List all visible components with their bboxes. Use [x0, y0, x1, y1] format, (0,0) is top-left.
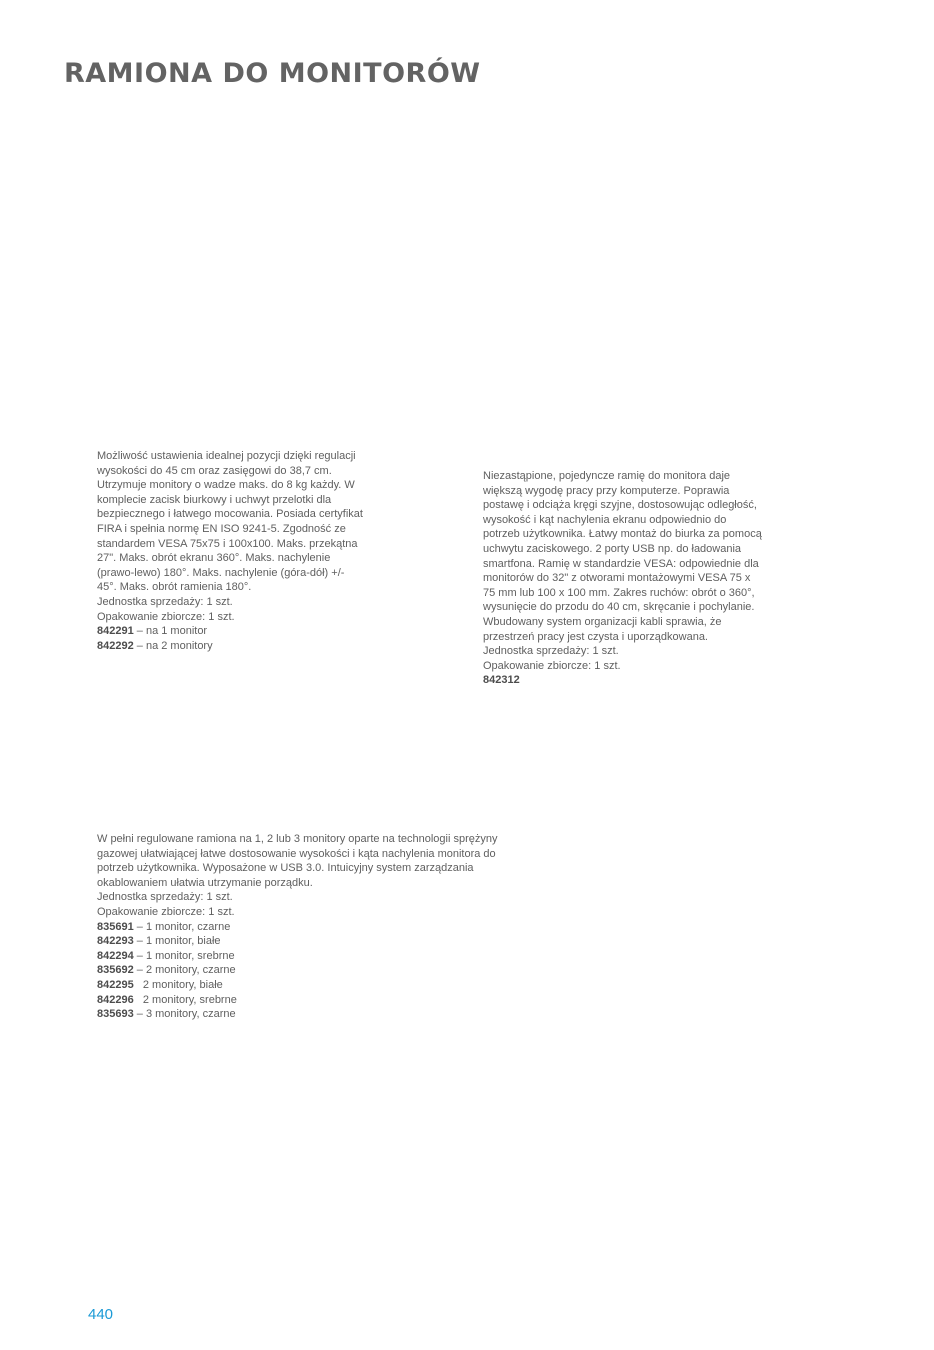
product-variant: – 2 monitory, czarne	[133, 964, 236, 977]
product-code: 842293	[97, 935, 134, 948]
product-variant: 2 monitory, srebrne	[133, 993, 237, 1006]
product-code: 842292	[97, 639, 134, 652]
product-variant: – 1 monitor, srebrne	[133, 949, 235, 962]
product-code-line	[97, 949, 522, 964]
product-variant: – na 1 monitor	[133, 625, 208, 638]
product-code: 835693	[97, 1008, 134, 1021]
product-code: 842295	[97, 978, 134, 991]
product-block-single-double-arm	[97, 449, 367, 653]
product-code: 842291	[97, 625, 134, 638]
product-code-line	[97, 963, 522, 978]
product-code: 835692	[97, 964, 134, 977]
unit-sale-info: Jednostka sprzedaży: 1 szt.	[97, 595, 233, 608]
unit-sale-info: Jednostka sprzedaży: 1 szt.	[97, 891, 233, 904]
page-title: RAMIONA DO MONITORÓW	[64, 58, 481, 89]
product-code-line	[97, 920, 522, 935]
product-block-usb-arm	[483, 469, 763, 688]
page-number: 440	[88, 1306, 114, 1323]
product-variant: – na 2 monitory	[133, 639, 213, 652]
product-description: Możliwość ustawienia idealnej pozycji dzięki regulacji wysokości do 45 cm oraz zasięgowi do 38,7 cm. Utrzymuje monitory o wadze maks. do 8 kg każdy. W komplecie zacisk biurkowy i uchwyt przelotki dla bezpiecznego i łatwego mocowania. Posiada certyfikat FIRA i spełnia normę EN ISO 9241-5. Zgodność ze standardem VESA 75x75 i 100x100. Maks. przekątna 27". Maks. obrót ekranu 360°. Maks. nachylenie (prawo-lewo) 180°. Maks. nachylenie (góra-dół) +/- 45°. Maks. obrót ramienia 180°.	[97, 450, 363, 594]
product-code: 842312	[483, 674, 520, 687]
product-variant: 2 monitory, białe	[133, 978, 223, 991]
product-code-line	[97, 934, 522, 949]
product-code-line	[97, 993, 522, 1008]
product-variant: – 3 monitory, czarne	[133, 1008, 236, 1021]
product-code-line	[97, 1007, 522, 1022]
product-description: W pełni regulowane ramiona na 1, 2 lub 3 monitory oparte na technologii sprężyny gazowej ułatwiającej łatwe dostosowanie wysokości i kąta nachylenia monitora do potrzeb użytkownika. Wyposażone w USB 3.0. Intuicyjny system zarządzania okablowaniem ułatwia utrzymanie porządku.	[97, 833, 498, 889]
bulk-pack-info: Opakowanie zbiorcze: 1 szt.	[97, 610, 235, 623]
product-block-gas-spring-arms	[97, 832, 522, 1022]
bulk-pack-info: Opakowanie zbiorcze: 1 szt.	[483, 659, 621, 672]
unit-sale-info: Jednostka sprzedaży: 1 szt.	[483, 645, 619, 658]
product-variant: – 1 monitor, czarne	[133, 920, 231, 933]
product-code-line	[97, 624, 367, 639]
product-code: 835691	[97, 920, 134, 933]
product-code-line	[97, 978, 522, 993]
product-description: Niezastąpione, pojedyncze ramię do monitora daje większą wygodę pracy przy komputerze. Poprawia postawę i odciąża kręgi szyjne, dostosowując odległość, wysokość i kąt nachylenia ekranu odpowiednio do potrzeb użytkownika. Łatwy montaż do biurka za pomocą uchwytu zaciskowego. 2 porty USB np. do ładowania smartfona. Ramię w standardzie VESA: odpowiednie dla monitorów do 32" z otworami montażowymi VESA 75 x 75 mm lub 100 x 100 mm. Zakres ruchów: obrót o 360°, wysunięcie do przodu do 40 cm, skręcanie i pochylanie. Wbudowany system organizacji kabli sprawia, że przestrzeń pracy jest czysta i uporządkowana.	[483, 470, 762, 643]
product-variant: – 1 monitor, białe	[133, 935, 221, 948]
bulk-pack-info: Opakowanie zbiorcze: 1 szt.	[97, 905, 235, 918]
product-code: 842296	[97, 993, 134, 1006]
product-code-line	[483, 673, 763, 688]
product-code-line	[97, 639, 367, 654]
product-code: 842294	[97, 949, 134, 962]
